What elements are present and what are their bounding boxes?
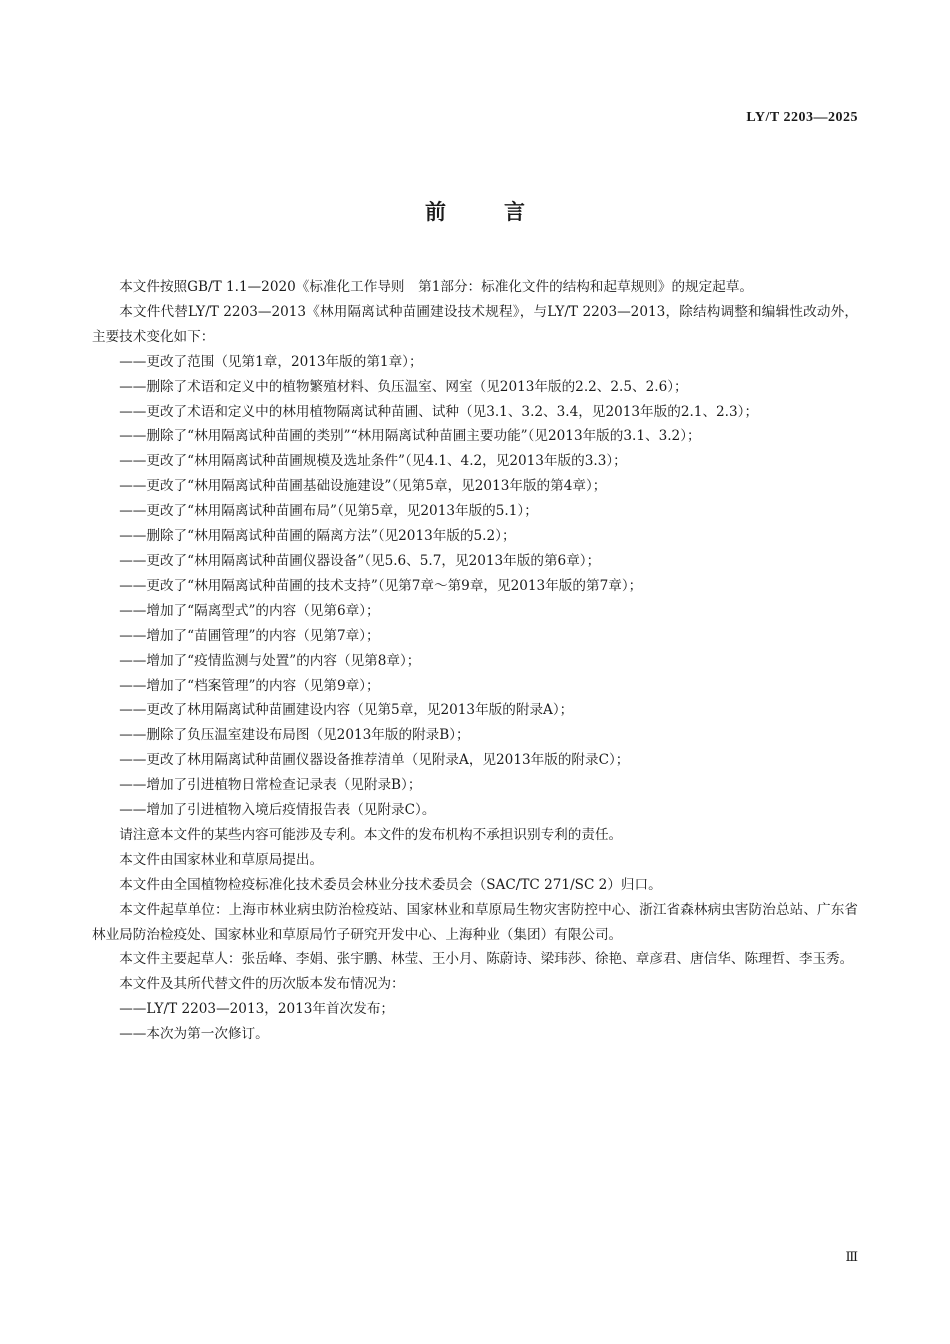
list-item: ——更改了“林用隔离试种苗圃基础设施建设”（见第5章，见2013年版的第4章）； — [119, 478, 607, 495]
paragraph-committee: 本文件由全国植物检疫标准化技术委员会林业分技术委员会（SAC/TC 271/SC 2）归口。 — [119, 876, 662, 893]
list-item: ——更改了林用隔离试种苗圃仪器设备推荐清单（见附录A，见2013年版的附录C）； — [119, 752, 630, 769]
list-item: ——本次为第一次修订。 — [119, 1026, 269, 1043]
paragraph-history-intro: 本文件及其所代替文件的历次版本发布情况为： — [119, 976, 405, 993]
list-item: ——增加了“档案管理”的内容（见第9章）； — [119, 677, 380, 694]
changes-list — [92, 350, 858, 823]
paragraph-proposer: 本文件由国家林业和草原局提出。 — [119, 851, 324, 868]
paragraph-replaces: 本文件代替LY/T 2203—2013《林用隔离试种苗圃建设技术规程》，与LY/T 2203—2013，除结构调整和编辑性改动外，主要技术变化如下： — [92, 303, 858, 345]
document-body — [92, 275, 858, 1047]
list-item: ——删除了负压温室建设布局图（见2013年版的附录B）； — [119, 727, 470, 744]
list-item: ——删除了术语和定义中的植物繁殖材料、负压温室、网室（见2013年版的2.2、2.5、2.6）； — [119, 378, 688, 395]
list-item: ——更改了范围（见第1章，2013年版的第1章）； — [119, 353, 423, 370]
list-item: ——更改了“林用隔离试种苗圃布局”（见第5章，见2013年版的5.1）； — [119, 503, 538, 520]
list-item: ——增加了引进植物入境后疫情报告表（见附录C）。 — [119, 802, 436, 819]
paragraph-drafters: 本文件主要起草人：张岳峰、李娟、张宇鹏、林莹、王小月、陈蔚诗、梁玮莎、徐艳、章彦君、唐信华、陈理哲、李玉秀。 — [119, 951, 854, 968]
list-item: ——删除了“林用隔离试种苗圃的隔离方法”（见2013年版的5.2）； — [119, 528, 516, 545]
page-title — [0, 196, 950, 226]
list-item: ——更改了术语和定义中的林用植物隔离试种苗圃、试种（见3.1、3.2、3.4，见2013年版的2.1、2.3）； — [119, 403, 759, 420]
list-item: ——增加了引进植物日常检查记录表（见附录B）； — [119, 777, 422, 794]
list-item: ——更改了“林用隔离试种苗圃规模及选址条件”（见4.1、4.2，见2013年版的3.3）； — [119, 453, 627, 470]
page-number: Ⅲ — [845, 1250, 858, 1265]
paragraph-drafting-units: 本文件起草单位：上海市林业病虫防治检疫站、国家林业和草原局生物灾害防控中心、浙江省森林病虫害防治总站、广东省林业局防治检疫处、国家林业和草原局竹子研究开发中心、上海种业（集团）有限公司。 — [92, 901, 858, 943]
page-title-char-2: 言 — [504, 200, 525, 224]
history-list — [92, 997, 858, 1047]
list-item: ——增加了“苗圃管理”的内容（见第7章）； — [119, 627, 380, 644]
page-title-char-1: 前 — [425, 200, 446, 224]
list-item: ——删除了“林用隔离试种苗圃的类别”“林用隔离试种苗圃主要功能”（见2013年版的3.1、3.2）； — [119, 428, 701, 445]
list-item: ——更改了林用隔离试种苗圃建设内容（见第5章，见2013年版的附录A）； — [119, 702, 574, 719]
list-item: ——增加了“疫情监测与处置”的内容（见第8章）； — [119, 652, 421, 669]
list-item: ——LY/T 2203—2013，2013年首次发布； — [119, 1001, 395, 1018]
list-item: ——增加了“隔离型式”的内容（见第6章）； — [119, 602, 380, 619]
paragraph-patent-notice: 请注意本文件的某些内容可能涉及专利。本文件的发布机构不承担识别专利的责任。 — [119, 826, 623, 843]
list-item: ——更改了“林用隔离试种苗圃仪器设备”（见5.6、5.7，见2013年版的第6章）； — [119, 552, 601, 569]
standard-code: LY/T 2203—2025 — [746, 110, 858, 125]
list-item: ——更改了“林用隔离试种苗圃的技术支持”（见第7章～第9章，见2013年版的第7章）； — [119, 577, 643, 594]
paragraph-basis: 本文件按照GB/T 1.1—2020《标准化工作导则 第1部分：标准化文件的结构和起草规则》的规定起草。 — [119, 279, 754, 295]
